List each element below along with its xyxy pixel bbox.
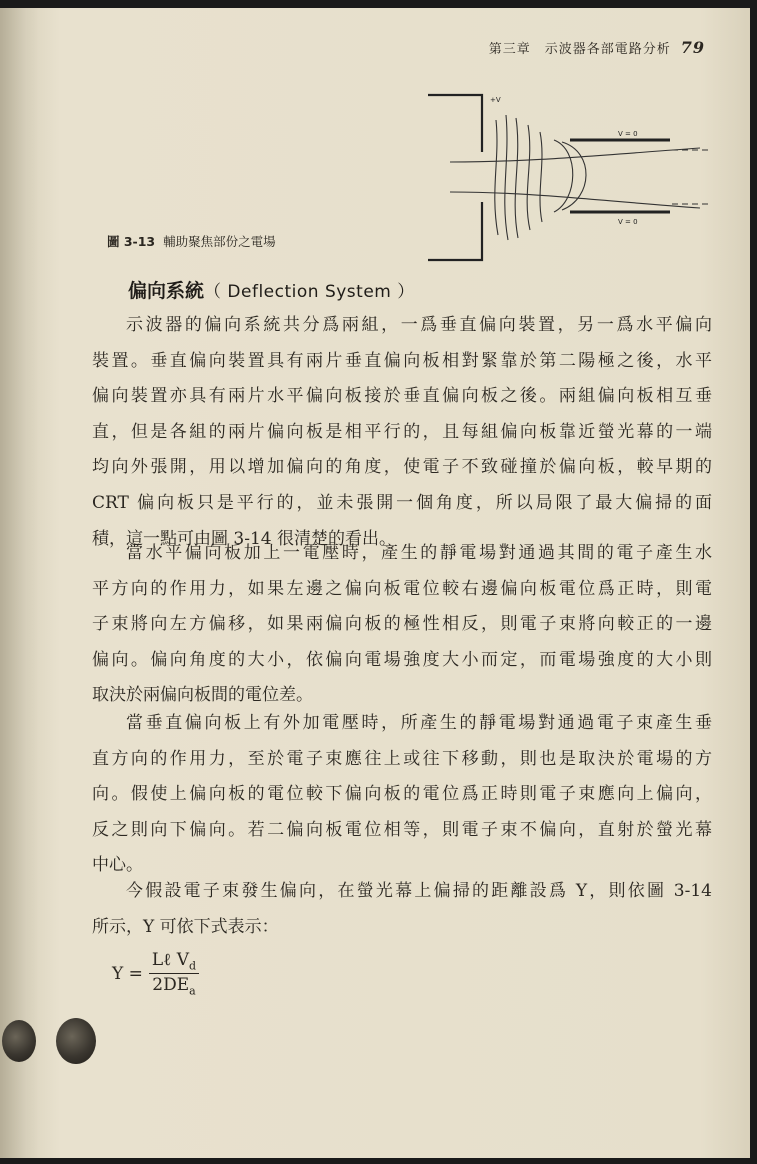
beam-line bbox=[450, 148, 700, 162]
text-line: 直方向的作用力，至於電子束應往上或往下移動，則也是取決於電場的方 bbox=[92, 748, 712, 769]
page-gutter bbox=[0, 8, 38, 1158]
text-line: 示波器的偏向系統共分爲兩組，一爲垂直偏向裝置，另一爲水平偏向 bbox=[126, 315, 712, 335]
paragraph-1 bbox=[92, 308, 712, 557]
text-line: 所示，Y 可依下式表示： bbox=[92, 916, 279, 937]
formula-numerator bbox=[149, 950, 199, 974]
numerator-main: Lℓ V bbox=[151, 950, 189, 970]
text-line: 偏向裝置亦具有兩片水平偏向板接於垂直偏向板之後。兩組偏向板相互垂 bbox=[92, 386, 712, 407]
field-line bbox=[505, 115, 508, 240]
text-line: 反之則向下偏向。若二偏向板電位相等，則電子束不偏向，直射於螢光幕 bbox=[92, 819, 712, 840]
field-line bbox=[515, 118, 518, 238]
text-line: 取決於兩偏向板間的電位差。 bbox=[92, 685, 313, 706]
field-line bbox=[562, 142, 586, 210]
figure-caption-text: 輔助聚焦部份之電場 bbox=[163, 234, 276, 249]
text-line: 直，但是各組的兩片偏向板是相平行的，且每組偏向板靠近螢光幕的一端 bbox=[92, 421, 712, 442]
beam-line bbox=[450, 192, 700, 208]
text-line: 中心。 bbox=[92, 855, 143, 876]
chapter-title: 第三章 示波器各部電路分析 bbox=[488, 42, 671, 57]
figure-number: 圖 3-13 bbox=[107, 234, 156, 249]
label-v0-top: V = 0 bbox=[618, 130, 638, 138]
paragraph-2 bbox=[92, 536, 712, 714]
electrode-lower bbox=[428, 202, 482, 260]
numerator-subscript: d bbox=[189, 959, 197, 973]
paragraph-3 bbox=[92, 706, 712, 884]
axis-dashed bbox=[672, 150, 708, 204]
binding-hole-left bbox=[2, 1020, 36, 1062]
label-plus-v: +V bbox=[490, 96, 501, 104]
formula-lhs: Y = bbox=[112, 963, 143, 984]
text-line: 裝置。垂直偏向裝置具有兩片垂直偏向板相對緊靠於第二陽極之後，水平 bbox=[92, 350, 712, 371]
text-line: 當水平偏向板加上一電壓時，產生的靜電場對通過其間的電子產生水 bbox=[126, 543, 712, 563]
field-diagram bbox=[410, 90, 710, 265]
text-line: CRT 偏向板只是平行的，並未張開一個角度，所以局限了最大偏掃的面 bbox=[92, 492, 712, 513]
text-line: 均向外張開，用以增加偏向的角度，使電子不致碰撞於偏向板，較早期的 bbox=[92, 457, 712, 478]
text-line: 今假設電子束發生偏向，在螢光幕上偏掃的距離設爲 Y，則依圖 3-14 bbox=[126, 881, 712, 901]
text-line: 偏向。偏向角度的大小，依偏向電場強度大小而定，而電場強度的大小則 bbox=[92, 649, 712, 670]
section-title-zh: 偏向系統 bbox=[128, 280, 205, 302]
denominator-main: 2DE bbox=[152, 975, 190, 996]
formula-denominator bbox=[149, 974, 198, 997]
running-header bbox=[489, 38, 705, 57]
page-number: 79 bbox=[680, 38, 705, 57]
text-line: 當垂直偏向板上有外加電壓時，所產生的靜電場對通過電子束產生垂 bbox=[126, 713, 712, 733]
formula-fraction bbox=[149, 950, 199, 998]
text-line: 子束將向左方偏移，如果兩偏向板的極性相反，則電子束將向較正的一邊 bbox=[92, 614, 712, 635]
label-v0-bottom: V = 0 bbox=[618, 218, 638, 226]
text-line: 向。假使上偏向板的電位較下偏向板的電位爲正時則電子束應向上偏向， bbox=[92, 784, 712, 805]
field-line bbox=[540, 132, 542, 222]
figure-caption bbox=[107, 232, 276, 250]
text-line: 平方向的作用力，如果左邊之偏向板電位較右邊偏向板電位爲正時，則電 bbox=[92, 578, 712, 599]
binding-hole-right bbox=[56, 1018, 96, 1064]
deflection-formula bbox=[112, 950, 199, 998]
field-line bbox=[495, 120, 498, 235]
paragraph-4 bbox=[92, 874, 712, 945]
section-title-en: （ Deflection System ） bbox=[204, 282, 415, 302]
text-line: 積，這一點可由圖 3-14 很清楚的看出。 bbox=[92, 528, 396, 549]
section-heading bbox=[128, 276, 415, 303]
field-line bbox=[554, 140, 573, 212]
field-line bbox=[527, 125, 530, 230]
electrode-upper bbox=[428, 95, 482, 152]
denominator-subscript: a bbox=[189, 984, 196, 998]
